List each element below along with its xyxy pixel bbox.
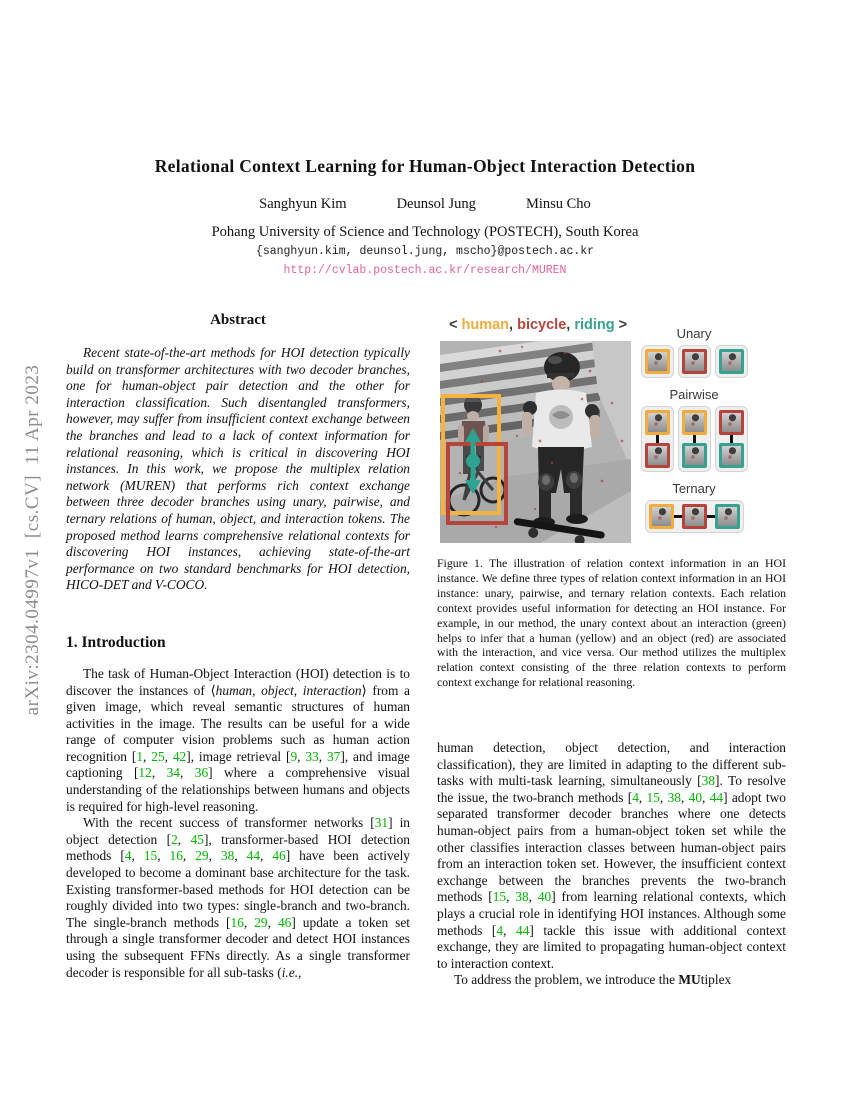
token-thumb-human <box>645 349 670 374</box>
relation-link <box>674 515 682 518</box>
triplet-riding-label: riding <box>574 317 615 333</box>
arxiv-stamp: arXiv:2304.04997v1 [cs.CV] 11 Apr 2023 <box>22 364 43 716</box>
citation-ref[interactable]: 25 <box>151 748 165 764</box>
citation-ref[interactable]: 37 <box>326 748 341 764</box>
citation-ref[interactable]: 40 <box>537 889 552 905</box>
token-thumb-interaction <box>719 443 744 468</box>
citation-ref[interactable]: 29 <box>195 848 209 864</box>
citation-ref[interactable]: 44 <box>516 922 530 938</box>
author-name: Sanghyun Kim <box>259 196 347 212</box>
relation-diagram <box>642 326 746 533</box>
citation-ref[interactable]: 34 <box>166 765 180 781</box>
triplet-open-bracket: < <box>449 317 462 333</box>
citation-ref[interactable]: 9 <box>290 748 298 764</box>
citation-ref[interactable]: 40 <box>688 789 703 805</box>
citation-ref[interactable]: 1 <box>136 748 144 764</box>
figure-caption: Figure 1. The illustration of relation context information in an HOI instance. We define three types of relation context information in an HOI instance: unary, pairwise, and ternary relation contexts. Each relation context provides useful information for detecting an HOI instance. For example, in our method, the unary context about an interaction (green) helps to infer that a human (yellow) and an object (red) are associated with the interaction, and vice versa. Our method utilizes the multiplex relation context consisting of the three relation contexts to perform context exchange for relational reasoning. <box>437 556 786 690</box>
token-thumb-interaction <box>719 349 744 374</box>
intro-paragraph: The task of Human-Object Interaction (HOI) detection is to discover the instances of ⟨human, object, interaction⟩ from a given image, which reveal semantic structures of human activities in the image. The results can be useful for a wide range of computer vision problems such as human action recognition [1, 25, 42], image retrieval [9, 33, 37], and image captioning [12, 34, 36] where a comprehensive visual understanding of the relationships between humans and objects is required for high-level reasoning. <box>66 665 411 814</box>
citation-ref[interactable]: 38 <box>667 789 681 805</box>
intro-paragraph: With the recent success of transformer networks [31] in object detection [2, 45], transformer-based HOI detection methods [4, 15, 16, 29, 38, 44, 46] have been actively developed to become a dominant base architecture for the task. Existing transformer-based methods for HOI detection can be roughly divided into two types: single-branch and two-branch. The single-branch methods [16, 29, 46] update a token set through a single transformer decoder and detect HOI instances using the subsequent FFNs directly. As a single transformer decoder is responsible for all sub-tasks (i.e., <box>66 815 411 980</box>
token-thumb-object <box>682 349 707 374</box>
citation-ref[interactable]: 4 <box>632 789 639 805</box>
author-emails: {sanghyun.kim, deunsol.jung, mscho}@postech.ac.kr <box>255 245 595 258</box>
triplet-human-label: human <box>461 317 510 333</box>
citation-ref[interactable]: 31 <box>374 815 389 831</box>
pairwise-label: Pairwise <box>669 387 719 402</box>
citation-ref[interactable]: 44 <box>246 848 261 864</box>
author-name: Deunsol Jung <box>396 196 476 212</box>
citation-ref[interactable]: 38 <box>220 848 235 864</box>
token-thumb-object <box>645 443 670 468</box>
relation-box <box>678 406 711 472</box>
citation-ref[interactable]: 15 <box>646 789 660 805</box>
triplet-close-bracket: > <box>614 317 628 333</box>
introduction-heading: 1. Introduction <box>66 633 166 651</box>
relation-box <box>678 345 711 378</box>
citation-ref[interactable]: 46 <box>272 848 286 864</box>
abstract-text: Recent state-of-the-art methods for HOI detection typically build on transformer architectures with two decoder branches, one for human-object pair detection and the other for interaction classification. Such disentangled transformers, however, may suffer from insufficient context exchange between the branches and lead to a lack of context information for relational reasoning, which is critical in discovering HOI instances. In this work, we propose the multiplex relation network (MUREN) that performs rich context exchange between three decoder branches using unary, pairwise, and ternary relations of human, object, and interaction tokens. The proposed method learns comprehensive relational contexts for discovering HOI instances, achieving state-of-the-art performance on two standard benchmarks for HOI detection, HICO-DET and V-COCO. <box>66 345 410 593</box>
relation-link <box>693 435 696 443</box>
body-paragraph: human detection, object detection, and interaction classification), they are limited in adapting to the different sub-tasks with multi-task learning, simultaneously [38]. To resolve the issue, the two-branch methods [4, 15, 38, 40, 44] adopt two separated transformer decoder branches where one detects human-object pairs from a human-object token set while the other classifies interaction classes between human-object pairs from an interaction token set. However, the insufficient context exchange between the branches prevents the two-branch methods [15, 38, 40] from learning relational contexts, which plays a crucial role in identifying HOI instances. Although some methods [4, 44] tackle this issue with additional context exchange, they are limited to propagating human-object context to interaction context. <box>437 740 787 971</box>
relation-box <box>715 345 748 378</box>
interaction-arrow <box>465 428 481 494</box>
figure-triplet-label <box>449 317 627 333</box>
relation-box <box>715 406 748 472</box>
citation-ref[interactable]: 16 <box>169 848 183 864</box>
citation-ref[interactable]: 42 <box>172 748 187 764</box>
citation-ref[interactable]: 38 <box>515 889 529 905</box>
author-name: Minsu Cho <box>525 196 591 212</box>
token-thumb-interaction <box>715 504 740 529</box>
project-url-link[interactable]: http://cvlab.postech.ac.kr/research/MUREN <box>283 264 567 277</box>
citation-ref[interactable]: 38 <box>701 773 716 789</box>
citation-ref[interactable]: 15 <box>492 889 507 905</box>
citation-ref[interactable]: 36 <box>194 765 209 781</box>
token-thumb-human <box>645 410 670 435</box>
citation-ref[interactable]: 4 <box>124 848 132 864</box>
relation-link <box>707 515 715 518</box>
figure-photo <box>440 341 631 543</box>
pairwise-row <box>641 406 748 472</box>
right-column <box>437 312 786 1012</box>
token-thumb-object <box>682 504 707 529</box>
relation-link <box>656 435 659 443</box>
triplet-comma: , <box>566 317 575 333</box>
citation-ref[interactable]: 15 <box>143 848 158 864</box>
citation-ref[interactable]: 12 <box>138 765 152 781</box>
relation-box <box>641 345 674 378</box>
affiliation: Pohang University of Science and Technology (POSTECH), South Korea <box>211 224 639 240</box>
relation-link <box>730 435 733 443</box>
body-paragraph: To address the problem, we introduce the MUtiplex <box>454 972 732 988</box>
author-list <box>0 196 850 213</box>
token-thumb-human <box>649 504 674 529</box>
paper-title: Relational Context Learning for Human-Object Interaction Detection <box>154 155 696 176</box>
unary-row <box>641 345 748 378</box>
token-thumb-human <box>682 410 707 435</box>
citation-ref[interactable]: 44 <box>709 789 724 805</box>
right-column-text <box>437 740 786 989</box>
left-column <box>66 312 410 981</box>
ternary-row <box>645 500 744 533</box>
triplet-bicycle-label: bicycle <box>517 317 567 333</box>
unary-label: Unary <box>676 326 712 341</box>
citation-ref[interactable]: 33 <box>305 748 319 764</box>
abstract-heading: Abstract <box>210 312 266 328</box>
ternary-label: Ternary <box>672 481 716 496</box>
token-thumb-interaction <box>682 443 707 468</box>
citation-ref[interactable]: 29 <box>254 914 268 930</box>
citation-ref[interactable]: 2 <box>171 831 178 847</box>
citation-ref[interactable]: 16 <box>230 914 244 930</box>
citation-ref[interactable]: 46 <box>277 914 292 930</box>
relation-box <box>645 500 744 533</box>
token-thumb-object <box>719 410 744 435</box>
citation-ref[interactable]: 4 <box>496 922 504 938</box>
relation-box <box>641 406 674 472</box>
citation-ref[interactable]: 45 <box>190 831 204 847</box>
triplet-comma: , <box>509 317 518 333</box>
